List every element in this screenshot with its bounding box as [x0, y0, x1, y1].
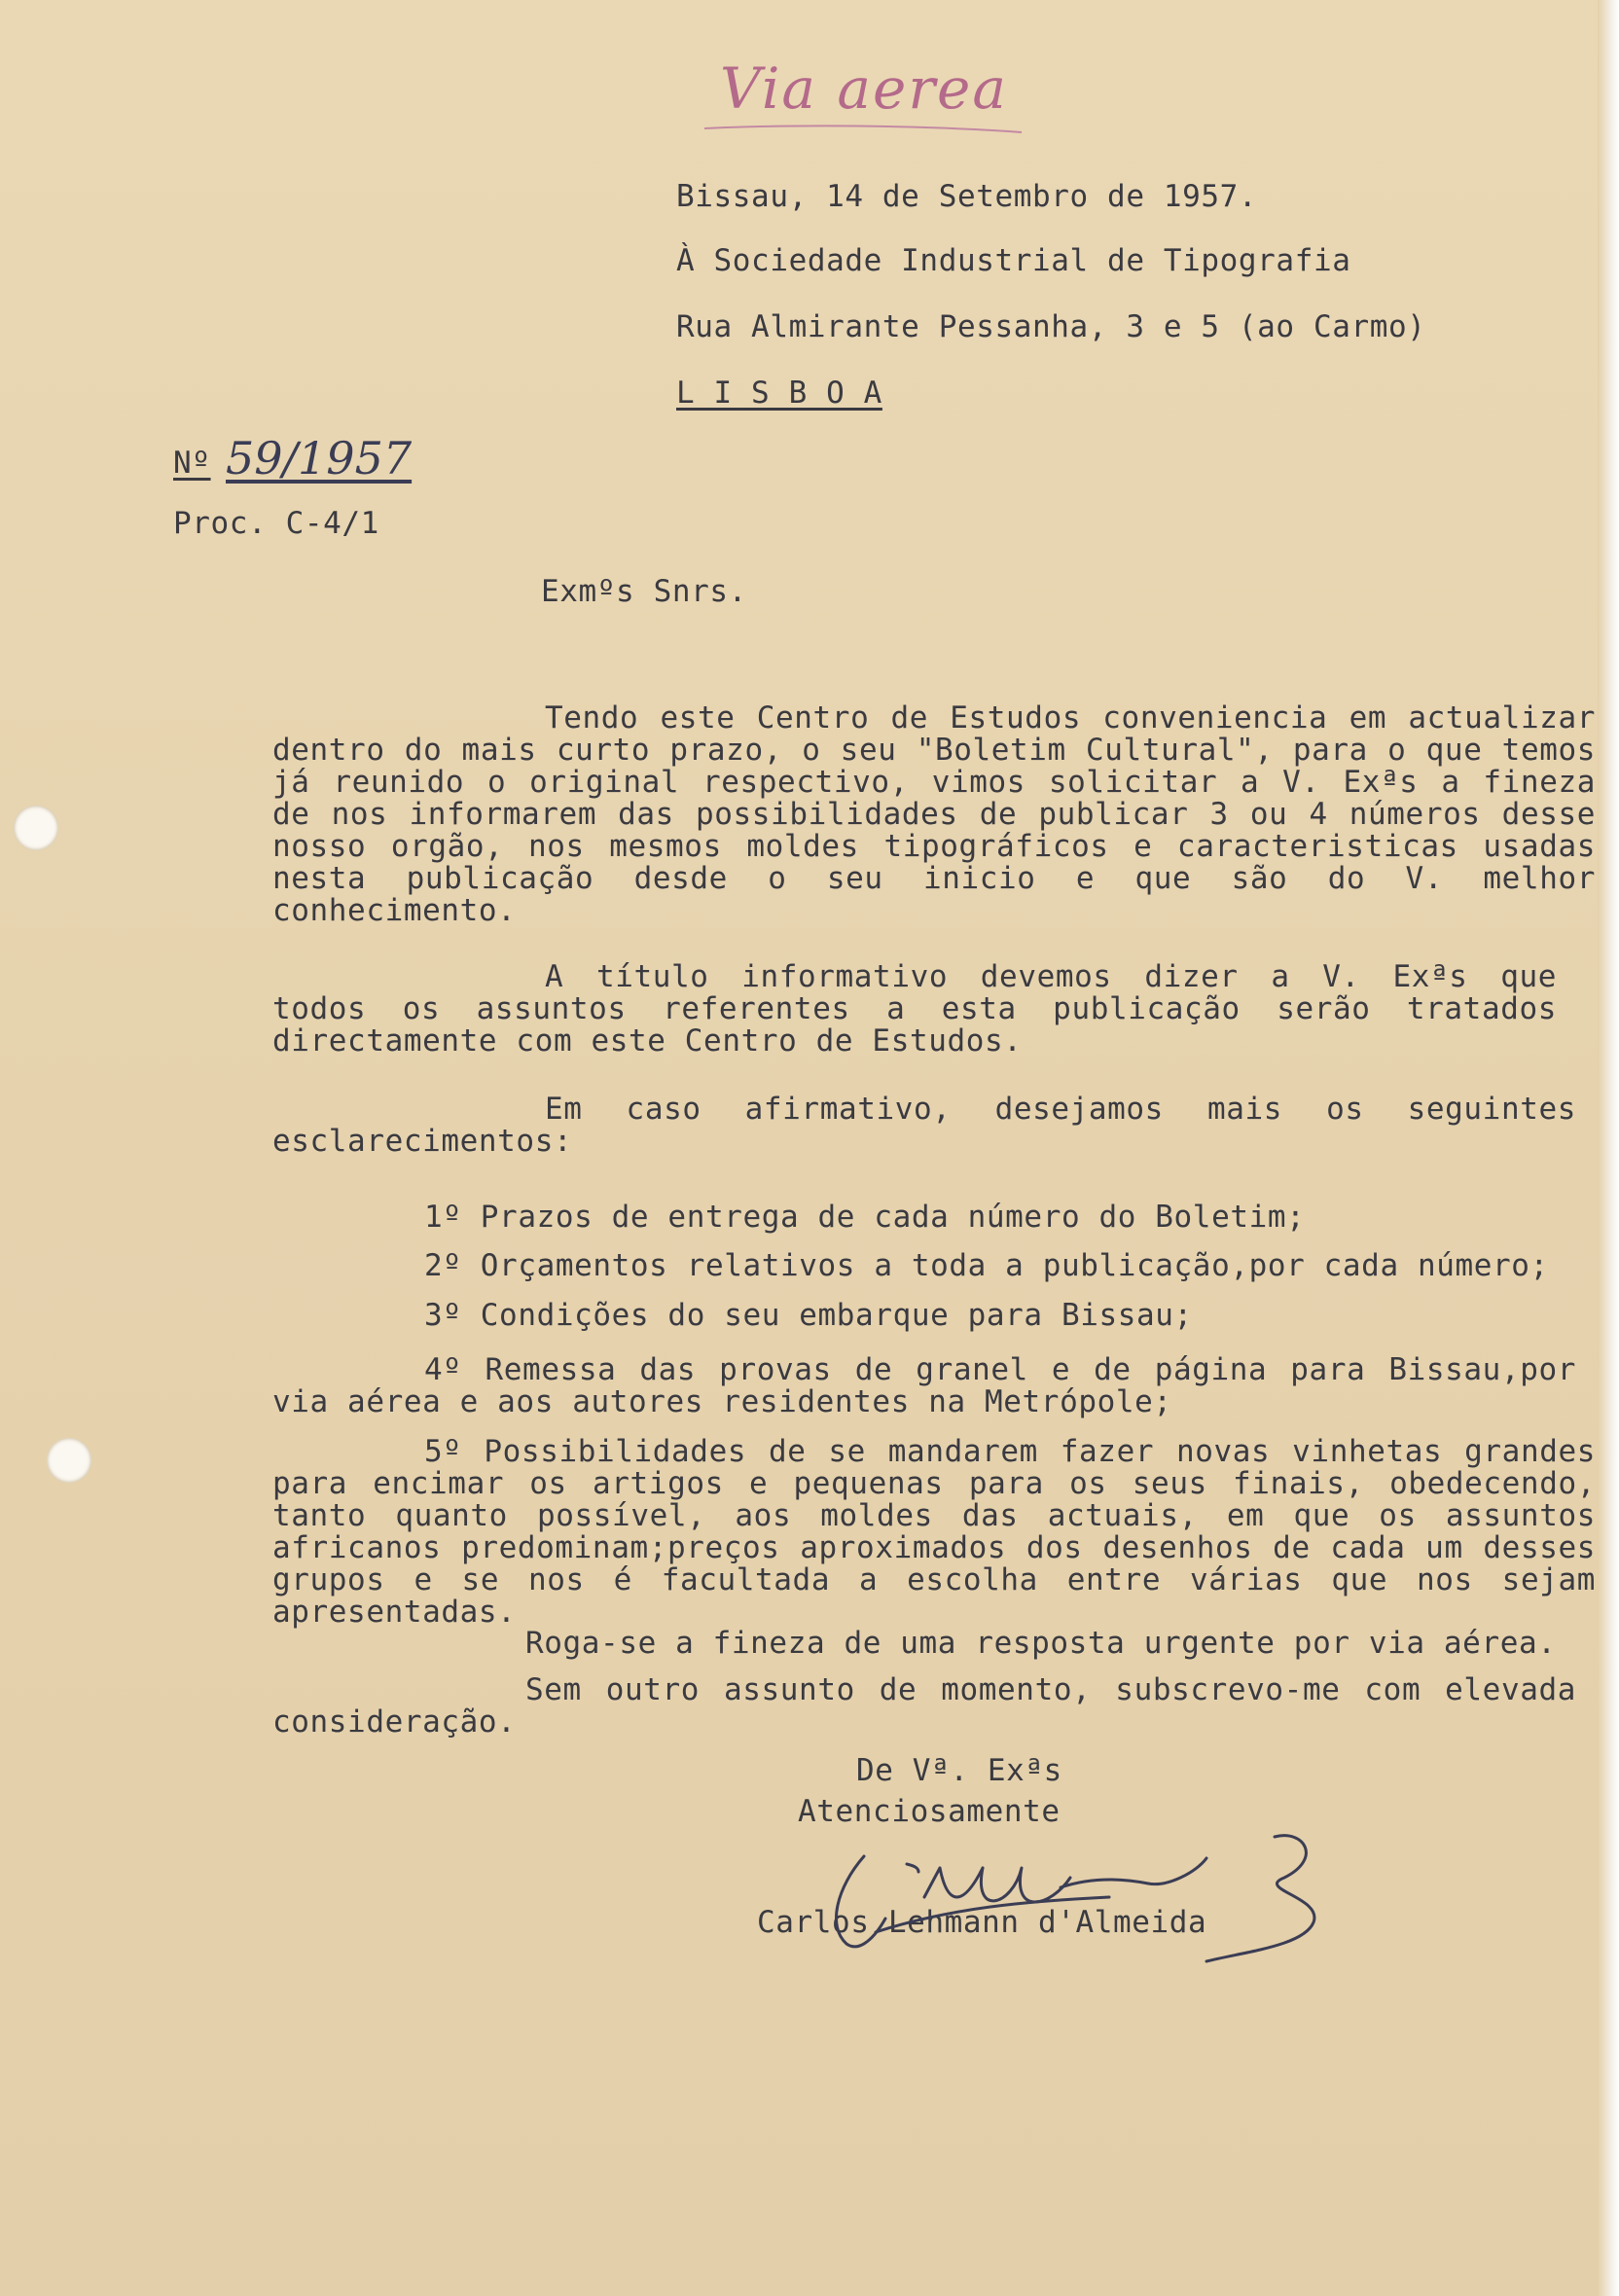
body-paragraph-3: Em caso afirmativo, desejamos mais os seguintes esclarecimentos:	[272, 1092, 1576, 1159]
reference-number-handwritten: 59/1957	[226, 432, 413, 484]
list-item: 2º Orçamentos relativos a toda a publicação,por cada número;	[424, 1248, 1549, 1283]
body-paragraph-2: A título informativo devemos dizer a V. Exªs que todos os assuntos referentes a esta publicação serão tratados directamente com este Centro de Estudos.	[272, 959, 1557, 1058]
punch-hole-bottom	[47, 1438, 91, 1483]
handwritten-signature	[817, 1829, 1323, 1965]
punch-hole-top	[14, 806, 58, 850]
signatory-name: Carlos Lehmann d'Almeida	[757, 1905, 1207, 1940]
list-item: 4º Remessa das provas de granel e de página para Bissau,por via aérea e aos autores residentes na Metrópole;	[272, 1352, 1576, 1419]
list-item: 1º Prazos de entrega de cada número do Boletim;	[424, 1200, 1306, 1235]
salutation: Exmºs Snrs.	[541, 574, 747, 609]
list-item: 3º Condições do seu embarque para Bissau;	[424, 1298, 1193, 1333]
request-line: Roga-se a fineza de uma resposta urgente por via aérea.	[525, 1626, 1557, 1661]
date-line: Bissau, 14 de Setembro de 1957.	[676, 179, 1258, 214]
signature-closing: Atenciosamente	[798, 1794, 1061, 1829]
closing-paragraph: Sem outro assunto de momento, subscrevo-me com elevada consideração.	[272, 1672, 1576, 1740]
city-line: L I S B O A	[676, 376, 882, 411]
air-mail-annotation: Via aerea	[720, 55, 1008, 122]
address-line: Rua Almirante Pessanha, 3 e 5 (ao Carmo)	[676, 309, 1426, 344]
annotation-underline	[701, 119, 1031, 138]
paper-edge	[1598, 0, 1619, 2296]
list-item: 5º Possibilidades de se mandarem fazer novas vinhetas grandes para encimar os artigos e pequenas para os seus finais, obedecendo, tanto quanto possível, aos moldes das actuais, em que os assuntos africanos predominam;preços aproximados dos desenhos de cada um desses grupos e se nos é facultada a escolha entre várias que nos sejam apresentadas.	[272, 1434, 1596, 1630]
body-paragraph-1: Tendo este Centro de Estudos conveniencia em actualizar dentro do mais curto prazo, o seu "Boletim Cultural", para o que temos já reunido o original respectivo, vimos solicitar a V. Exªs a fineza de nos informarem das possibilidades de publicar 3 ou 4 números desse nosso orgão, nos mesmos moldes tipográficos e caracteristicas usadas nesta publicação desde o seu inicio e que são do V. melhor conhecimento.	[272, 700, 1596, 928]
recipient-line: À Sociedade Industrial de Tipografia	[676, 243, 1351, 278]
reference-number-prefix: Nº	[173, 446, 211, 481]
process-reference: Proc. C-4/1	[173, 506, 379, 541]
signature-salutation: De Vª. Exªs	[856, 1753, 1062, 1788]
